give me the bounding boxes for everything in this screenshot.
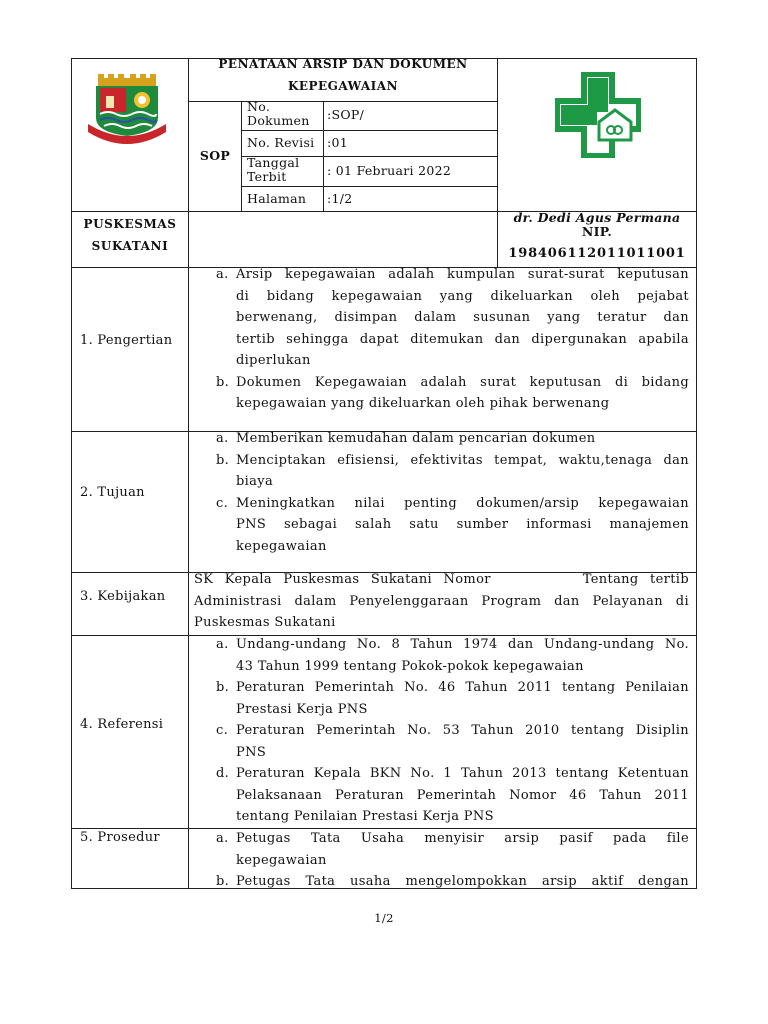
section-label-pengertian: 1. Pengertian: [80, 333, 173, 348]
list-item: b. Peraturan Pemerintah No. 46 Tahun 2011 tentang Penilaian Prestasi Kerja PNS: [216, 680, 689, 717]
section-label-referensi: 4. Referensi: [80, 717, 164, 732]
tujuan-content: [194, 428, 689, 557]
list-item: b. Dokumen Kepegawaian adalah surat keputusan di bidang kepegawaian yang dikeluarkan oleh pihak berwenang: [216, 374, 689, 411]
tanggal-label-line1: Tanggal: [247, 155, 300, 170]
halaman-label: Halaman: [247, 191, 307, 206]
list-item: d. Peraturan Kepala BKN No. 1 Tahun 2013 tentang Ketentuan Pelaksanaan Peraturan Pemerintah Nomor 46 Tahun 2011 tentang Penilaian Prestasi Kerja PNS: [216, 766, 689, 824]
kebijakan-content: SK Kepala Puskesmas Sukatani Nomor Tentang tertib Administrasi dalam Penyelenggaraan Program dan Pelayanan di Puskesmas Sukatani: [194, 572, 689, 630]
no-dokumen-label: [247, 100, 310, 128]
list-item: b. Menciptakan efisiensi, efektivitas tempat, waktu,tenaga dan biaya: [216, 452, 689, 489]
tanggal-terbit-value: : 01 Februari 2022: [327, 163, 452, 178]
org-name-line2: SUKATANI: [91, 239, 169, 253]
list-item: c. Meningkatkan nilai penting dokumen/arsip kepegawaian PNS sebagai salah satu sumber informasi manajemen kepegawaian: [216, 495, 689, 554]
signer-name: dr. Dedi Agus Permana: [513, 210, 681, 225]
no-dokumen-label-line1: No.: [247, 99, 271, 114]
org-name-line1: PUSKESMAS: [83, 217, 177, 231]
list-item: a. Arsip kepegawaian adalah kumpulan surat-surat keputusan di bidang kepegawaian yang dikeluarkan oleh pejabat berwenang, disimpan dalam susunan yang teratur dan tertib sehingga dapat ditemukan dan dipergunakan apabila diperlukan: [216, 267, 689, 368]
no-dokumen-label-line2: Dokumen: [247, 113, 310, 128]
signer-nip: 198406112011011001: [508, 246, 686, 261]
no-dokumen-value: :SOP/: [327, 107, 365, 122]
document-title-line1: PENATAAN ARSIP DAN DOKUMEN: [218, 57, 468, 71]
no-revisi-label: No. Revisi: [247, 135, 315, 150]
list-item: c. Peraturan Pemerintah No. 53 Tahun 2010 tentang Disiplin PNS: [216, 723, 689, 760]
tanggal-terbit-label: [247, 156, 299, 184]
section-label-kebijakan: 3. Kebijakan: [80, 589, 166, 604]
page-number: 1/2: [374, 911, 394, 925]
signer-nip-label: NIP.: [581, 224, 613, 239]
prosedur-content: [194, 828, 689, 893]
section-label-prosedur: 5. Prosedur: [80, 830, 160, 845]
no-revisi-value: :01: [327, 135, 349, 150]
sop-label: SOP: [199, 148, 231, 163]
pengertian-content: [194, 264, 689, 415]
referensi-content: [194, 634, 689, 828]
list-item: b. Petugas Tata usaha mengelompokkan arsip aktif dengan: [216, 874, 689, 889]
list-item: a. Petugas Tata Usaha menyisir arsip pasif pada file kepegawaian: [216, 831, 689, 868]
document-title-line2: KEPEGAWAIAN: [287, 79, 399, 93]
section-label-tujuan: 2. Tujuan: [80, 485, 145, 500]
regency-emblem-icon: [86, 74, 170, 148]
list-item: a. Memberikan kemudahan dalam pencarian dokumen: [216, 431, 596, 446]
halaman-value: :1/2: [327, 191, 353, 206]
list-item: a. Undang-undang No. 8 Tahun 1974 dan Undang-undang No. 43 Tahun 1999 tentang Pokok-pokok kepegawaian: [216, 637, 689, 674]
tanggal-label-line2: Terbit: [247, 169, 287, 184]
puskesmas-logo-icon: [555, 72, 641, 158]
